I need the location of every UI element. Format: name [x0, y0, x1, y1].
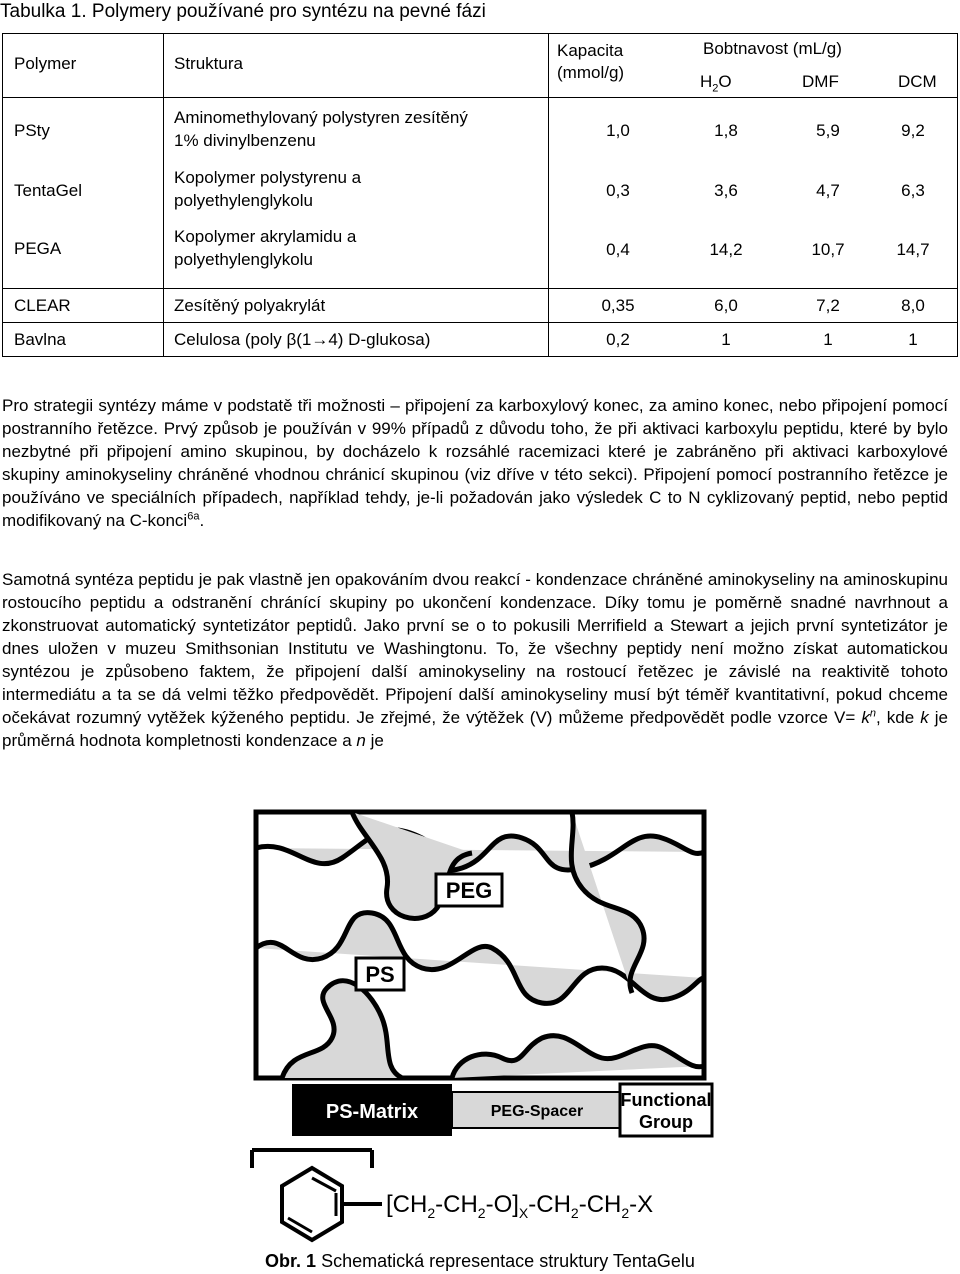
row-bavlna-h2o: 1 [721, 330, 731, 349]
polymer-table [2, 33, 958, 357]
row-psty-dcm: 9,2 [901, 121, 925, 140]
row-psty-capacity: 1,0 [606, 121, 630, 140]
formula: $[CH_2-CH_2-O]_X-CH_2-CH_2-X$ [386, 1191, 654, 1221]
row-pega-structure-2: polyethylenglykolu [174, 250, 313, 269]
row-tentagel-structure-1: Kopolymer polystyrenu a [174, 168, 362, 187]
paragraph-synthesis: Samotná syntéza peptidu je pak vlastně jen opakováním dvou reakcí - kondenzace chráněné aminokyseliny na aminoskupinu rostoucího peptidu a odstranění chránící skupiny po ukončení kondenzace. Díky tomu je poměrně snadné navrhnout a zkonstruovat automatický syntetizátor peptidů. Jako první se o to pokusili Merrifield a Stewart a jejich první syntetizátor je dnes uložen v muzeu Smithsonian Institutu ve Washingtonu. To, že všechny peptidy není možno získat automatickou syntézou je způsobeno faktem, že připojení další aminokyseliny na rostoucí řetězec je závislé na reaktivitě tohoto intermediátu a ta se dá velmi těžko předpovědět. Připojení další aminokyseliny musí být téměř kvantitativní, pokud chceme očekávat rozumný vytěžek kýženého peptidu. Je zřejmé, že výtěžek (V) můžeme předpovědět podle vzorce $V= k^n$, kde k je průměrná hodnota kompletnosti kondenzace a n je [2, 570, 948, 750]
row-psty-h2o: 1,8 [714, 121, 738, 140]
header-capacity-1: Kapacita [557, 41, 624, 60]
row-tentagel-capacity: 0,3 [606, 181, 630, 200]
row-clear-capacity: 0,35 [601, 296, 635, 315]
row-clear-dcm: 8,0 [901, 296, 925, 315]
row-bavlna-dmf: 1 [823, 330, 833, 349]
row-psty-dmf: 5,9 [816, 121, 840, 140]
row-clear-structure: Zesítěný polyakrylát [174, 296, 326, 315]
svg-text:PS-Matrix: PS-Matrix [325, 1101, 419, 1123]
row-psty-structure-1: Aminomethylovaný polystyren zesítěný [174, 108, 468, 127]
svg-text:Group: Group [639, 1112, 693, 1132]
label-ps: PS [365, 962, 395, 987]
row-bavlna-structure: Celulosa (poly β(1→4) D-glukosa) [174, 330, 431, 349]
row-bavlna-capacity: 0,2 [606, 330, 630, 349]
row-tentagel-h2o: 3,6 [714, 181, 738, 200]
benzene-ring [252, 1150, 382, 1240]
table-caption: Tabulka 1. Polymery používané pro syntézu na pevné fázi [0, 1, 486, 22]
row-tentagel-structure-2: polyethylenglykolu [174, 191, 313, 210]
row-clear-dmf: 7,2 [816, 296, 840, 315]
row-tentagel-polymer: TentaGel [14, 181, 83, 200]
header-capacity-2: (mmol/g) [557, 63, 625, 82]
row-pega-capacity: 0,4 [606, 240, 630, 259]
row-clear-polymer: CLEAR [14, 296, 71, 315]
paragraph-attachment-strategy: Pro strategii syntézy máme v podstatě tři možnosti – připojení za karboxylový konec, za amino konec, nebo připojení pomocí postranního řetězce. Prvý způsob je používán v 99% případů z důvodu toho, že při aktivaci karboxylu peptidu, které by bylo nezbytné při připojení amino skupinou, by docházelo k rozsáhlé racemizaci které je zabráněno při aktivaci karboxylové skupiny aminokyseliny chráněné vhodnou chránicí skupinou (viz dříve v této sekci). Připojení pomocí postranního řetězce je používáno ve speciálních případech, například tehdy, je-li požadován jako výsledek C to N cyklizovaný peptid, nebo peptid modifikovaný na C-konci$^{6a}$. [2, 396, 948, 530]
header-dmf: DMF [802, 72, 839, 91]
tentagel-schematic-figure [222, 808, 742, 1246]
row-bavlna-dcm: 1 [908, 330, 918, 349]
svg-text:Functional: Functional [620, 1090, 712, 1110]
row-clear-h2o: 6,0 [714, 296, 738, 315]
row-bavlna-polymer: Bavlna [14, 330, 66, 349]
figure-caption: Obr. 1 Schematická representace struktury TentaGelu [265, 1251, 695, 1271]
header-dcm: DCM [898, 72, 937, 91]
header-swelling: Bobtnavost (mL/g) [703, 39, 842, 58]
row-tentagel-dcm: 6,3 [901, 181, 925, 200]
row-pega-h2o: 14,2 [709, 240, 743, 259]
header-structure: Struktura [174, 54, 243, 73]
row-pega-structure-1: Kopolymer akrylamidu a [174, 227, 357, 246]
label-peg: PEG [445, 878, 493, 903]
row-pega-dcm: 14,7 [896, 240, 930, 259]
row-pega-polymer: PEGA [14, 239, 62, 258]
svg-text:PEG-Spacer: PEG-Spacer [490, 1103, 584, 1120]
header-h2o: $H_2O$ [700, 72, 732, 95]
row-tentagel-dmf: 4,7 [816, 181, 840, 200]
header-polymer: Polymer [14, 54, 77, 73]
row-psty-structure-2: 1% divinylbenzenu [174, 131, 316, 150]
row-psty-polymer: PSty [14, 121, 50, 140]
row-pega-dmf: 10,7 [811, 240, 845, 259]
